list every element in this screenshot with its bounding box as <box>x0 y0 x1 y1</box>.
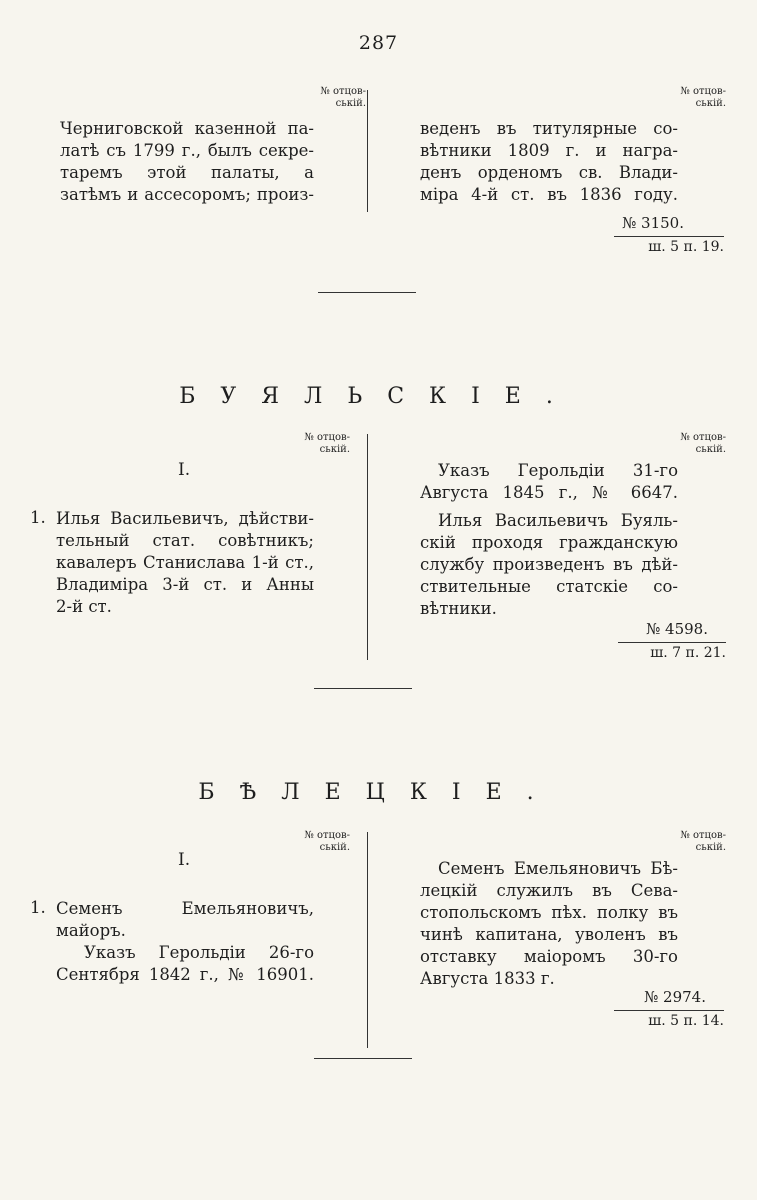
section1-right-text <box>420 460 678 620</box>
text-line: стопольскомъ пѣх. полку въ <box>420 903 678 922</box>
text-line: Илья Васильевичъ Буяль- <box>438 511 678 530</box>
text-line: майоръ. <box>56 921 126 940</box>
shelf-reference: ш. 5 п. 14. <box>614 1010 724 1029</box>
item-number: 1. <box>30 508 46 527</box>
text-line: веденъ въ титулярные со- <box>420 119 678 138</box>
column-header-left: № отцов-ській. <box>320 86 366 109</box>
text-line: міра 4-й ст. въ 1836 году. <box>420 185 678 204</box>
generation-numeral: I. <box>178 850 191 870</box>
text-line: Указъ Герольдіи 26-го <box>84 943 314 962</box>
text-line: Сентября 1842 г., № 16901. <box>56 965 314 984</box>
section0-left-text <box>60 118 314 206</box>
text-line: вѣтники 1809 г. и награ- <box>420 141 678 160</box>
column-divider <box>367 434 368 660</box>
column-header-right: № отцов-ській. <box>680 432 726 455</box>
text-line: Августа 1845 г., № 6647. <box>420 483 678 502</box>
text-line: Черниговской казенной па- <box>60 119 314 138</box>
text-line: отставку маіоромъ 30-го <box>420 947 678 966</box>
column-header-right: № отцов-ській. <box>680 86 726 109</box>
text-line: ствительные статскіе со- <box>420 577 678 596</box>
section-divider <box>318 292 416 293</box>
text-line: вѣтники. <box>420 599 497 618</box>
text-line: скій проходя гражданскую <box>420 533 678 552</box>
text-line: кавалеръ Станислава 1-й ст., <box>56 553 314 572</box>
column-header-right: № отцов-ській. <box>680 830 726 853</box>
text-line: таремъ этой палаты, а <box>60 163 314 182</box>
text-line: денъ орденомъ св. Влади- <box>420 163 678 182</box>
text-line: службу произведенъ въ дѣй- <box>420 555 678 574</box>
section-divider <box>314 688 412 689</box>
archive-number: № 4598. <box>646 620 708 638</box>
archive-number: № 3150. <box>622 214 684 232</box>
shelf-reference: ш. 5 п. 19. <box>614 236 724 255</box>
text-line: латѣ съ 1799 г., былъ секре- <box>60 141 314 160</box>
text-line: Семенъ Емельяновичъ Бѣ- <box>438 859 678 878</box>
column-divider <box>367 832 368 1048</box>
archive-number: № 2974. <box>644 988 706 1006</box>
text-line: 2-й ст. <box>56 597 112 616</box>
family-heading: БѢЛЕЦКІЕ. <box>198 780 559 805</box>
text-line: затѣмъ и ассесоромъ; произ- <box>60 185 314 204</box>
text-line: лецкій служилъ въ Сева- <box>420 881 678 900</box>
column-divider <box>367 90 368 212</box>
page-number: 287 <box>358 32 399 54</box>
text-line: Илья Васильевичъ, дѣйстви- <box>56 509 314 528</box>
text-line: чинѣ капитана, уволенъ въ <box>420 925 678 944</box>
item-number: 1. <box>30 898 46 917</box>
column-header-left: № отцов-ській. <box>304 432 350 455</box>
section2-left-text <box>56 898 314 986</box>
text-line: Семенъ Емельяновичъ, <box>56 899 314 918</box>
generation-numeral: I. <box>178 460 191 480</box>
text-line: тельный стат. совѣтникъ; <box>56 531 314 550</box>
text-line: Указъ Герольдіи 31-го <box>438 461 678 480</box>
column-header-left: № отцов-ській. <box>304 830 350 853</box>
text-line: Августа 1833 г. <box>420 969 555 988</box>
section2-right-text <box>420 858 678 990</box>
section0-right-text <box>420 118 678 206</box>
text-line: Владиміра 3-й ст. и Анны <box>56 575 314 594</box>
family-heading: БУЯЛЬСКІЕ. <box>179 384 578 409</box>
section-divider <box>314 1058 412 1059</box>
section1-left-text <box>56 508 314 618</box>
shelf-reference: ш. 7 п. 21. <box>618 642 726 661</box>
